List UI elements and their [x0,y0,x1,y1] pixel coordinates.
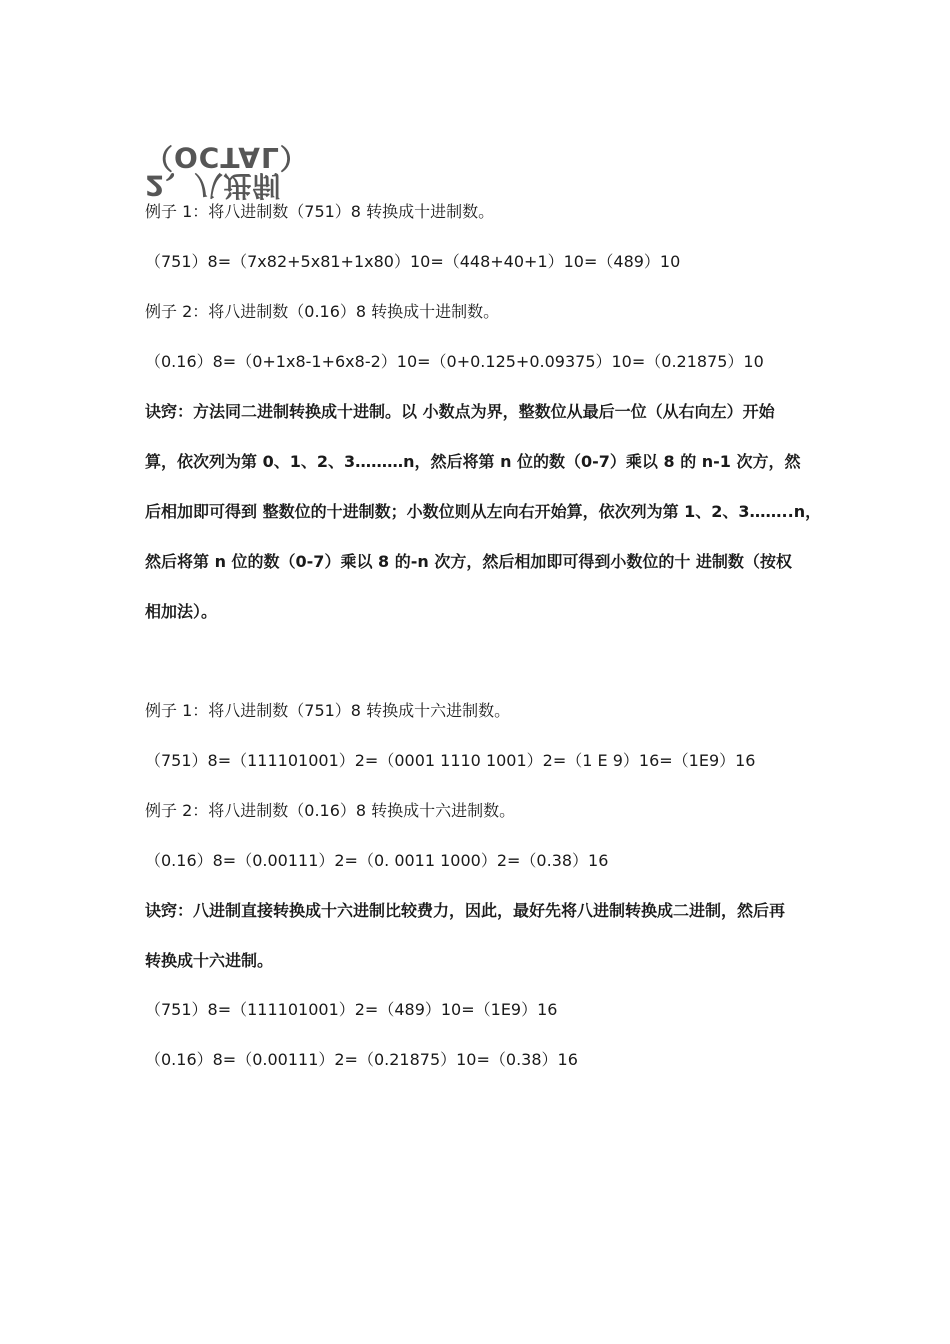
tip-paragraph-line: 然后将第 n 位的数（0-7）乘以 8 的-n 次方，然后相加即可得到小数位的十 进制数（按权 [145,552,792,571]
example-label: 例子 2：将八进制数（0.16）8 转换成十六进制数。 [145,801,516,820]
example-calculation: （751）8=（111101001）2=（0001 1110 1001）2=（1 E 9）16=（1E9）16 [145,751,756,770]
tip-paragraph-line: 诀窍：方法同二进制转换成十进制。以 小数点为界，整数位从最后一位（从右向左）开始 [145,402,775,421]
example-calculation: （0.16）8=（0.00111）2=（0. 0011 1000）2=（0.38）16 [145,851,609,870]
tip-paragraph-line: 后相加即可得到 整数位的十进制数；小数位则从左向右开始算，依次列为第 1、2、3……..n， [145,502,822,521]
example-label: 例子 2：将八进制数（0.16）8 转换成十进制数。 [145,302,500,321]
example-label: 例子 1：将八进制数（751）8 转换成十进制数。 [145,202,495,221]
calculation-line: （0.16）8=（0.00111）2=（0.21875）10=（0.38）16 [145,1050,578,1069]
section-heading [145,141,405,202]
section-heading-text: 2、八进制（OCTAL） [145,141,309,202]
example-calculation: （751）8=（7x82+5x81+1x80）10=（448+40+1）10=（489）10 [145,252,681,271]
example-label: 例子 1：将八进制数（751）8 转换成十六进制数。 [145,701,511,720]
example-calculation: （0.16）8=（0+1x8-1+6x8-2）10=（0+0.125+0.09375）10=（0.21875）10 [145,352,764,371]
tip-paragraph-line: 相加法）。 [145,602,218,621]
tip-paragraph-line: 算，依次列为第 0、1、2、3………n，然后将第 n 位的数（0-7）乘以 8 的 n-1 次方，然 [145,452,801,471]
tip-paragraph-line: 诀窍：八进制直接转换成十六进制比较费力，因此，最好先将八进制转换成二进制，然后再 [145,901,786,920]
tip-paragraph-line: 转换成十六进制。 [145,951,274,970]
calculation-line: （751）8=（111101001）2=（489）10=（1E9）16 [145,1000,558,1019]
